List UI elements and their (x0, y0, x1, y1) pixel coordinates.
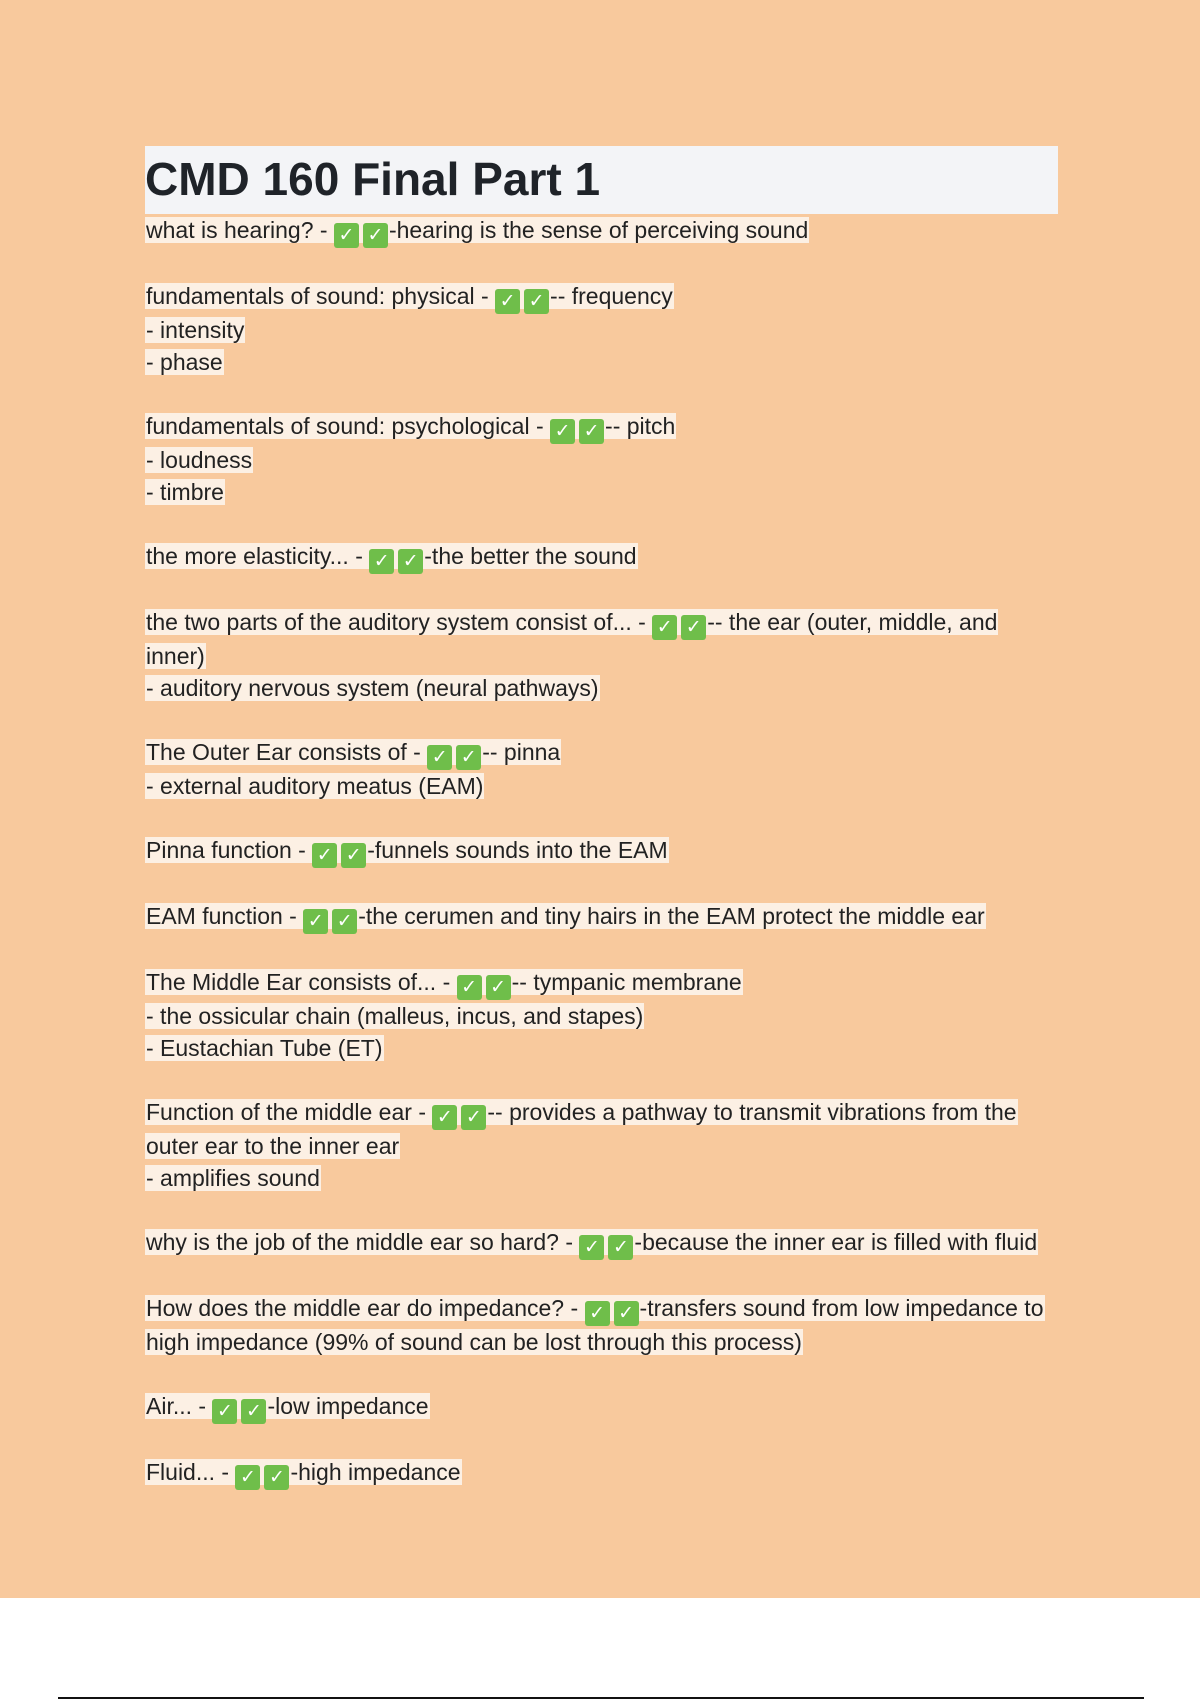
qa-main-line (145, 966, 1055, 1000)
check-mark-icon: ✓ (495, 289, 520, 314)
check-mark-icon: ✓ (332, 909, 357, 934)
answer-text: -the better the sound (424, 543, 637, 569)
question-text: How does the middle ear do impedance? - (146, 1295, 585, 1321)
qa-item (145, 214, 1055, 248)
check-mark-icon: ✓ (398, 549, 423, 574)
answer-text: -because the inner ear is filled with fluid (634, 1229, 1038, 1255)
check-mark-icon: ✓ (334, 223, 359, 248)
qa-list (145, 214, 1060, 1490)
qa-item (145, 1456, 1055, 1490)
answer-extra-line (145, 1000, 1055, 1032)
question-text: the more elasticity... - (146, 543, 370, 569)
answer-extra-text: - the ossicular chain (malleus, incus, and stapes) (146, 1003, 644, 1029)
check-mark-icon: ✓ (608, 1235, 633, 1260)
answer-extra-line (145, 1162, 1055, 1194)
qa-main-line (145, 410, 1055, 444)
question-text: fundamentals of sound: physical - (146, 283, 496, 309)
document-content (145, 146, 1060, 1522)
bottom-divider (58, 1697, 1144, 1699)
answer-text: -- tympanic membrane (511, 969, 742, 995)
check-mark-icon: ✓ (312, 843, 337, 868)
question-text: Function of the middle ear - (146, 1099, 433, 1125)
qa-highlight (145, 609, 998, 669)
qa-main-line (145, 1456, 1055, 1490)
qa-highlight (145, 1459, 462, 1488)
check-mark-icon: ✓ (369, 549, 394, 574)
question-text: the two parts of the auditory system consist of... - (146, 609, 653, 635)
answer-text: -hearing is the sense of perceiving sound (388, 217, 809, 243)
answer-extra-line (145, 672, 1055, 704)
document-title: CMD 160 Final Part 1 (145, 153, 601, 205)
check-mark-icon: ✓ (579, 419, 604, 444)
question-text: The Middle Ear consists of... - (146, 969, 457, 995)
check-mark-icon: ✓ (652, 615, 677, 640)
qa-item (145, 540, 1055, 574)
qa-main-line (145, 1226, 1055, 1260)
answer-extra-text: - timbre (146, 479, 224, 505)
answer-extra-text: - Eustachian Tube (ET) (146, 1035, 383, 1061)
answer-extra-line (145, 444, 1055, 476)
question-text: why is the job of the middle ear so hard? - (146, 1229, 580, 1255)
check-mark-icon: ✓ (579, 1235, 604, 1260)
check-mark-icon: ✓ (427, 745, 452, 770)
qa-item (145, 966, 1055, 1064)
check-mark-icon: ✓ (681, 615, 706, 640)
answer-text: -funnels sounds into the EAM (367, 837, 668, 863)
answer-text: -- frequency (550, 283, 673, 309)
qa-main-line (145, 606, 1055, 672)
qa-item (145, 410, 1055, 508)
question-text: fundamentals of sound: psychological - (146, 413, 551, 439)
check-mark-icon: ✓ (524, 289, 549, 314)
answer-extra-line (145, 346, 1055, 378)
check-mark-icon: ✓ (614, 1301, 639, 1326)
check-mark-icon: ✓ (363, 223, 388, 248)
answer-text: -low impedance (267, 1393, 429, 1419)
qa-item (145, 834, 1055, 868)
qa-highlight (145, 217, 809, 246)
answer-extra-text: - loudness (146, 447, 253, 473)
qa-highlight (145, 969, 743, 998)
qa-item (145, 1096, 1055, 1194)
check-mark-icon: ✓ (241, 1399, 266, 1424)
check-mark-icon: ✓ (432, 1105, 457, 1130)
question-text: Fluid... - (146, 1459, 236, 1485)
qa-item (145, 1390, 1055, 1424)
question-text: The Outer Ear consists of - (146, 739, 428, 765)
check-mark-icon: ✓ (550, 419, 575, 444)
check-mark-icon: ✓ (341, 843, 366, 868)
qa-highlight (145, 283, 674, 312)
qa-item (145, 1226, 1055, 1260)
answer-extra-text: - amplifies sound (146, 1165, 320, 1191)
answer-extra-line (145, 314, 1055, 346)
answer-extra-text: - auditory nervous system (neural pathways) (146, 675, 599, 701)
title-bar (145, 146, 1058, 214)
qa-item (145, 280, 1055, 378)
qa-main-line (145, 834, 1055, 868)
qa-main-line (145, 1292, 1055, 1358)
check-mark-icon: ✓ (486, 975, 511, 1000)
question-text: Air... - (146, 1393, 213, 1419)
qa-item (145, 736, 1055, 802)
answer-text: -- pitch (605, 413, 676, 439)
question-text: what is hearing? - (146, 217, 334, 243)
qa-highlight (145, 543, 638, 572)
check-mark-icon: ✓ (212, 1399, 237, 1424)
qa-main-line (145, 214, 1055, 248)
qa-highlight (145, 1229, 1038, 1258)
answer-text: -high impedance (290, 1459, 461, 1485)
answer-extra-line (145, 770, 1055, 802)
qa-highlight (145, 1099, 1018, 1159)
qa-main-line (145, 280, 1055, 314)
check-mark-icon: ✓ (457, 975, 482, 1000)
check-mark-icon: ✓ (456, 745, 481, 770)
qa-highlight (145, 1295, 1045, 1355)
check-mark-icon: ✓ (235, 1465, 260, 1490)
question-text: EAM function - (146, 903, 304, 929)
check-mark-icon: ✓ (461, 1105, 486, 1130)
check-mark-icon: ✓ (585, 1301, 610, 1326)
check-mark-icon: ✓ (303, 909, 328, 934)
answer-text: -- pinna (482, 739, 561, 765)
answer-text: -the cerumen and tiny hairs in the EAM protect the middle ear (358, 903, 985, 929)
qa-item (145, 900, 1055, 934)
qa-main-line (145, 1390, 1055, 1424)
check-mark-icon: ✓ (264, 1465, 289, 1490)
qa-main-line (145, 1096, 1055, 1162)
answer-extra-text: - external auditory meatus (EAM) (146, 773, 484, 799)
qa-highlight (145, 903, 986, 932)
answer-text: -- provides a pathway to transmit vibrations from the outer ear to the inner ear (146, 1099, 1017, 1159)
qa-item (145, 606, 1055, 704)
qa-main-line (145, 736, 1055, 770)
answer-extra-line (145, 476, 1055, 508)
question-text: Pinna function - (146, 837, 313, 863)
qa-highlight (145, 1393, 430, 1422)
qa-highlight (145, 739, 561, 768)
answer-text: -- the ear (outer, middle, and inner) (146, 609, 998, 669)
answer-extra-text: - phase (146, 349, 223, 375)
answer-text: -transfers sound from low impedance to high impedance (99% of sound can be lost through this process) (146, 1295, 1044, 1355)
qa-item (145, 1292, 1055, 1358)
answer-extra-text: - intensity (146, 317, 245, 343)
answer-extra-line (145, 1032, 1055, 1064)
qa-main-line (145, 900, 1055, 934)
qa-highlight (145, 837, 669, 866)
qa-highlight (145, 413, 676, 442)
qa-main-line (145, 540, 1055, 574)
